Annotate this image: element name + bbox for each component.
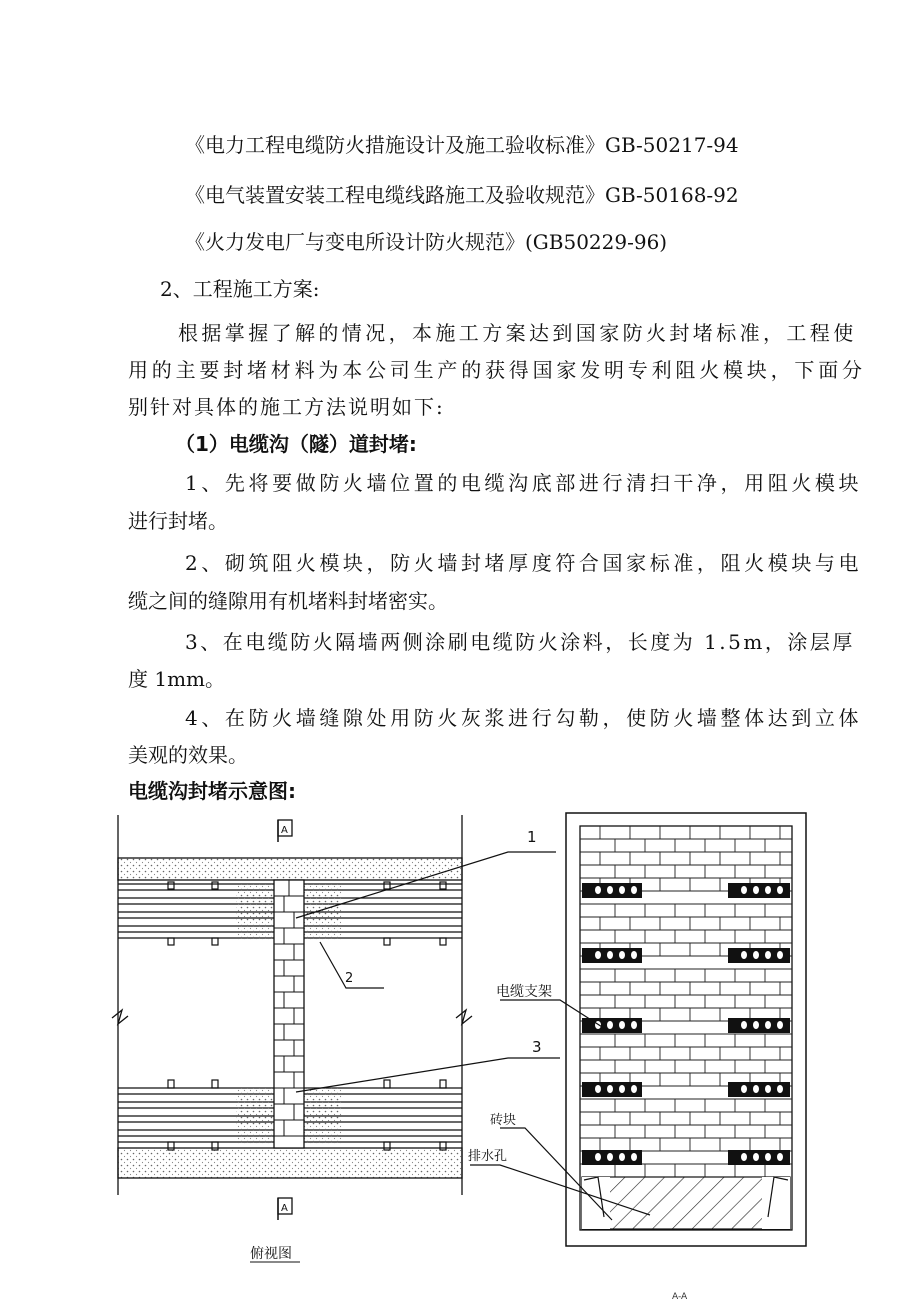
intro-line-1: 根据掌握了解的情况，本施工方案达到国家防火封堵标准，工程使: [178, 321, 857, 345]
reference-2: 《电气装置安装工程电缆线路施工及验收规范》GB-50168-92: [185, 183, 739, 207]
section-mark-bottom: A: [281, 1203, 288, 1214]
intro-line-3: 别针对具体的施工方法说明如下:: [128, 395, 445, 419]
bracket-label: 电缆支架: [496, 984, 552, 1000]
callout-3: 3: [532, 1038, 542, 1056]
step-2-line-1: 2、砌筑阻火模块，防火墙封堵厚度符合国家标准，阻火模块与电: [185, 551, 863, 575]
reference-3: 《火力发电厂与变电所设计防火规范》(GB50229-96): [185, 230, 668, 254]
step-1-line-2: 进行封堵。: [128, 509, 228, 533]
step-3-line-2: 度 1mm。: [128, 667, 226, 691]
section-mark-top: A: [281, 825, 288, 836]
section-view: [470, 813, 806, 1246]
section-heading: 2、工程施工方案:: [160, 277, 320, 301]
reference-1: 《电力工程电缆防火措施设计及施工验收标准》GB-50217-94: [185, 133, 739, 157]
cable-trench-diagram: [0, 800, 920, 1302]
brick-label: 砖块: [490, 1113, 517, 1128]
subheading: （1）电缆沟（隧）道封堵:: [175, 432, 417, 456]
step-2-line-2: 缆之间的缝隙用有机堵料封堵密实。: [128, 589, 448, 613]
section-caption: A-A: [672, 1292, 688, 1302]
figure-title: 电缆沟封堵示意图:: [128, 779, 296, 803]
plan-view-caption: 俯视图: [250, 1246, 292, 1262]
callout-1: 1: [527, 828, 537, 846]
intro-line-2: 用的主要封堵材料为本公司生产的获得国家发明专利阻火模块，下面分: [128, 358, 866, 382]
callout-2: 2: [345, 971, 354, 986]
step-4-line-1: 4、在防火墙缝隙处用防火灰浆进行勾勒，使防火墙整体达到立体: [185, 706, 863, 730]
step-3-line-1: 3、在电缆防火隔墙两侧涂刷电缆防火涂料，长度为 1.5m，涂层厚: [185, 630, 855, 654]
step-1-line-1: 1、先将要做防火墙位置的电缆沟底部进行清扫干净，用阻火模块: [185, 471, 863, 495]
step-4-line-2: 美观的效果。: [128, 743, 248, 767]
drain-label: 排水孔: [468, 1149, 508, 1164]
